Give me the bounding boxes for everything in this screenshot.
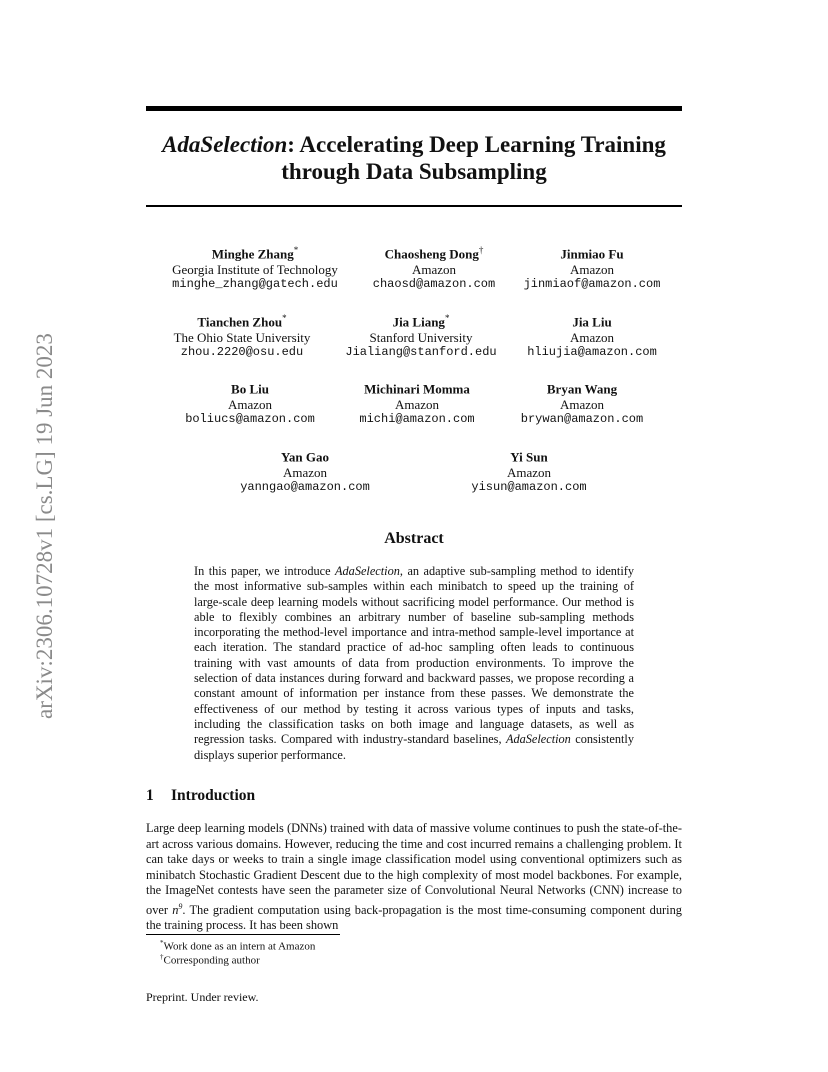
intro-text: Large deep learning models (DNNs) trained with data of massive volume continues to push the state-of-the-art across various domains. However, reducing the time and cost incurred remains a challenging problem. It can take days or weeks to train a single image classification model using conventional optimizers such as minibatch Stochastic Gradient Descent due to the high complexity of most model backbones. For example, the ImageNet contests have seen the parameter size of Convolutional Neural Networks (CNN) increase to over — [146, 821, 682, 917]
author-affiliation: Amazon — [411, 261, 457, 277]
author-affiliation: Amazon — [569, 329, 615, 345]
author-email[interactable]: zhou.2220@osu.edu — [180, 345, 304, 360]
author-affiliation: Amazon — [569, 261, 615, 277]
author-affiliation: Amazon — [394, 396, 440, 412]
introduction-body — [146, 821, 682, 934]
author-email[interactable]: minghe_zhang@gatech.edu — [172, 277, 338, 292]
author-name: Jia Liu — [572, 314, 612, 330]
footnote-mark: * — [160, 939, 164, 947]
footnote-text: Work done as an intern at Amazon — [163, 940, 316, 953]
section-title: Introduction — [171, 787, 256, 804]
intro-text: . The gradient computation using back-propagation is the most time-consuming component during the training process. It has been shown — [146, 902, 682, 933]
author-mark: * — [293, 245, 299, 255]
math-exponent: 9 — [178, 901, 183, 911]
section-heading — [146, 786, 255, 806]
abstract-text: In this paper, we introduce — [194, 564, 336, 578]
abstract-text: consistently displays superior performance. — [194, 732, 634, 762]
title-italic-name: AdaSelection — [162, 132, 288, 157]
author-name: Chaosheng Dong — [384, 246, 479, 262]
footnote-text: Corresponding author — [163, 954, 260, 967]
author-mark: † — [478, 245, 484, 255]
author-email[interactable]: chaosd@amazon.com — [372, 277, 496, 292]
abstract-heading: Abstract — [384, 530, 444, 547]
author-email[interactable]: yisun@amazon.com — [471, 480, 587, 495]
paper-title — [146, 131, 682, 185]
author-block — [482, 378, 682, 428]
section-number: 1 — [146, 787, 154, 804]
author-affiliation: Georgia Institute of Technology — [172, 261, 338, 277]
author-affiliation: Amazon — [506, 464, 552, 480]
title-line2: through Data Subsampling — [281, 159, 547, 184]
author-affiliation: Stanford University — [369, 329, 473, 345]
title-line1-rest: : Accelerating Deep Learning Training — [287, 132, 666, 157]
author-email[interactable]: yanngao@amazon.com — [240, 480, 370, 495]
author-email[interactable]: michi@amazon.com — [359, 412, 475, 427]
author-block — [155, 243, 355, 293]
author-email[interactable]: hliujia@amazon.com — [527, 345, 657, 360]
author-name: Yi Sun — [510, 449, 548, 465]
author-block — [142, 311, 342, 361]
author-name: Bryan Wang — [546, 381, 618, 397]
author-name: Minghe Zhang — [211, 246, 294, 262]
author-affiliation: The Ohio State University — [173, 329, 311, 345]
author-block — [492, 243, 692, 293]
abstract-method-name: AdaSelection — [505, 732, 571, 747]
author-email[interactable]: Jialiang@stanford.edu — [345, 345, 497, 360]
author-email[interactable]: boliucs@amazon.com — [185, 412, 315, 427]
author-block — [429, 446, 629, 496]
math-variable: n — [172, 902, 179, 917]
author-affiliation: Amazon — [559, 396, 605, 412]
author-block — [492, 311, 692, 361]
author-affiliation: Amazon — [227, 396, 273, 412]
author-block — [205, 446, 405, 496]
author-name: Tianchen Zhou — [197, 314, 283, 330]
author-email[interactable]: brywan@amazon.com — [520, 412, 644, 427]
author-email[interactable]: jinmiaof@amazon.com — [523, 277, 661, 292]
author-mark: * — [282, 313, 287, 323]
author-block — [321, 311, 521, 361]
abstract-body — [194, 564, 634, 763]
author-name: Michinari Momma — [364, 381, 470, 397]
author-name: Jia Liang — [392, 314, 445, 330]
preprint-note: Preprint. Under review. — [146, 990, 259, 1004]
author-name: Jinmiao Fu — [560, 246, 624, 262]
footnote-rule — [146, 934, 340, 935]
author-name: Yan Gao — [280, 449, 330, 465]
footnote-mark: † — [160, 953, 164, 961]
title-top-rule — [146, 106, 682, 111]
title-bottom-rule — [146, 205, 682, 207]
author-mark: * — [444, 313, 450, 323]
abstract-text: , an adaptive sub-sampling method to identify the most informative sub-samples within each minibatch to speed up the training of large-scale deep learning models without sacrificing model performance. Our method is able to flexibly combines an arbitrary number of baseline sub-sampling methods incorporating the method-level importance and intra-method sample-level importance at each iteration. The standard practice of ad-hoc sampling often leads to continuous training with vast amounts of data from production environments. To improve the selection of data instances during forward and backward passes, we propose recording a constant amount of information per instance from these passes. We demonstrate the effectiveness of our method by testing it across various types of inputs and tasks, including the classification tasks on both image and language datasets, as well as regression tasks. Compared with industry-standard baselines, — [194, 564, 634, 747]
abstract-method-name: AdaSelection — [335, 564, 400, 578]
author-name: Bo Liu — [231, 381, 269, 397]
arxiv-side-stamp: arXiv:2306.10728v1 [cs.LG] 19 Jun 2023 — [32, 333, 57, 719]
footnote — [160, 950, 260, 968]
author-affiliation: Amazon — [282, 464, 328, 480]
